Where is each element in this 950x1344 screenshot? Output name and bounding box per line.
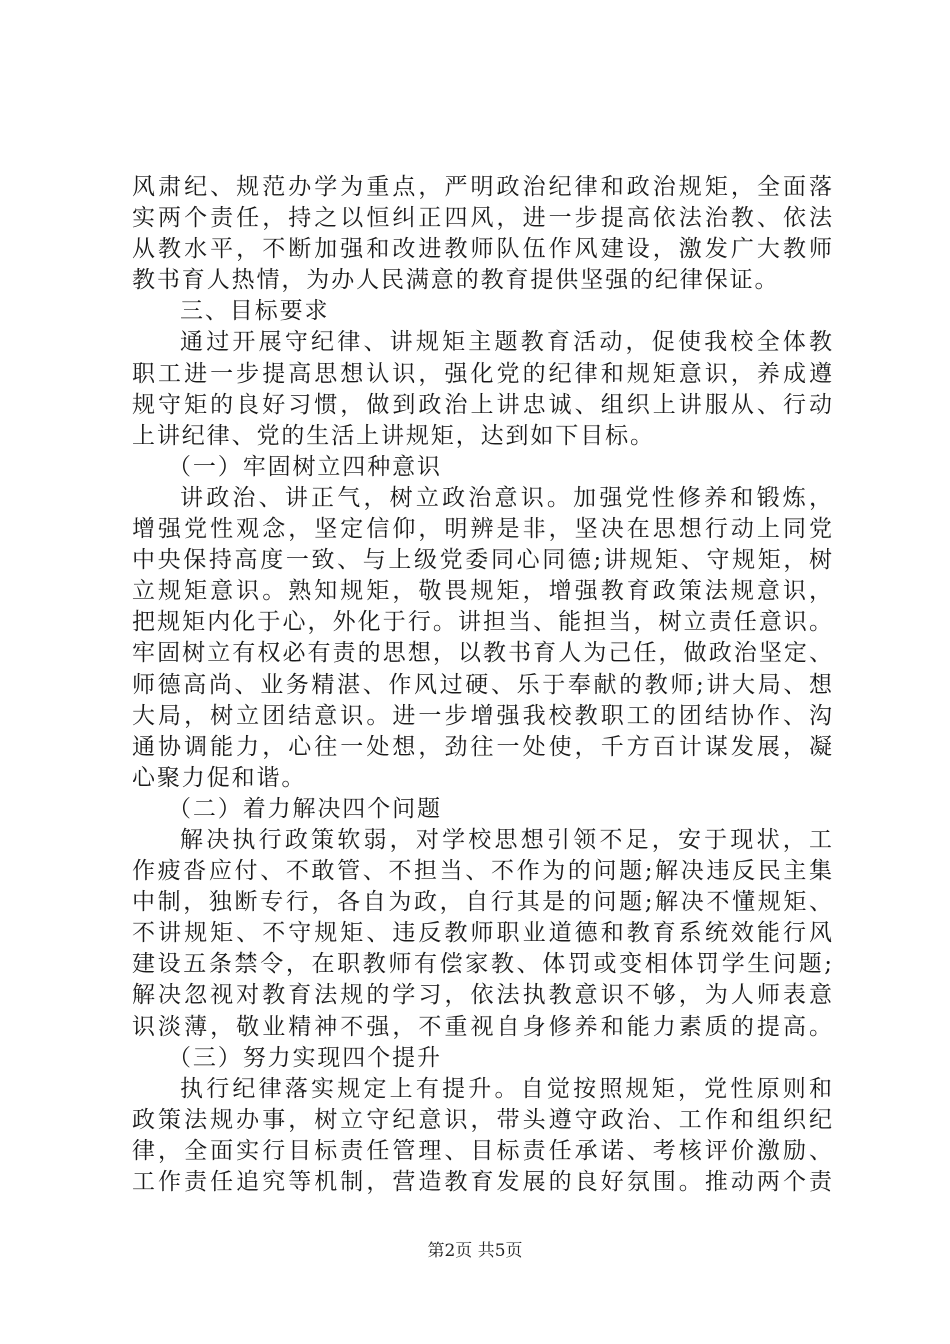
- text-line: 通过开展守纪律、讲规矩主题教育活动，促使我校全体教: [180, 329, 832, 356]
- text-line: 风肃纪、规范办学为重点，严明政治纪律和政治规矩，全面落: [132, 174, 832, 200]
- text-line: 中制，独断专行，各自为政，自行其是的问题;解决不懂规矩、: [132, 889, 832, 916]
- section-heading: 三、目标要求: [180, 298, 330, 325]
- document-body: [132, 172, 832, 1198]
- text-line: 政策法规办事，树立守纪意识，带头遵守政治、工作和组织纪: [132, 1106, 832, 1133]
- text-line: 讲政治、讲正气，树立政治意识。加强党性修养和锻炼，: [180, 484, 832, 511]
- text-line: 不讲规矩、不守规矩、违反教师职业道德和教育系统效能行风: [132, 920, 832, 947]
- subsection-heading: （二）着力解决四个问题: [168, 795, 442, 822]
- page-number-footer: 第2页 共5页: [427, 1241, 523, 1261]
- subsection-heading: （三）努力实现四个提升: [168, 1044, 442, 1071]
- text-line: 牢固树立有权必有责的思想，以教书育人为己任，做政治坚定、: [132, 640, 832, 667]
- text-line: 识淡薄，敬业精神不强，不重视自身修养和能力素质的提高。: [132, 1013, 832, 1040]
- text-line: 作疲沓应付、不敢管、不担当、不作为的问题;解决违反民主集: [132, 858, 832, 885]
- text-line: 增强党性观念，坚定信仰，明辨是非，坚决在思想行动上同党: [132, 516, 832, 543]
- text-line: 从教水平，不断加强和改进教师队伍作风建设，激发广大教师: [132, 236, 832, 263]
- text-line: 立规矩意识。熟知规矩，敬畏规矩，增强教育政策法规意识，: [132, 578, 832, 605]
- text-line: 中央保持高度一致、与上级党委同心同德;讲规矩、守规矩，树: [132, 547, 832, 574]
- text-line: 大局，树立团结意识。进一步增强我校教职工的团结协作、沟: [132, 702, 832, 729]
- text-line: 解决执行政策软弱，对学校思想引领不足，安于现状，工: [180, 826, 832, 853]
- text-line: 执行纪律落实规定上有提升。自觉按照规矩，党性原则和: [180, 1075, 832, 1102]
- text-line: 工作责任追究等机制，营造教育发展的良好氛围。推动两个责: [132, 1169, 832, 1195]
- text-line: 解决忽视对教育法规的学习，依法执教意识不够，为人师表意: [132, 982, 832, 1009]
- text-line: 师德高尚、业务精湛、作风过硬、乐于奉献的教师;讲大局、想: [132, 671, 832, 698]
- text-line: 职工进一步提高思想认识，强化党的纪律和规矩意识，养成遵: [132, 360, 832, 387]
- text-line: 实两个责任，持之以恒纠正四风，进一步提高依法治教、依法: [132, 205, 832, 232]
- text-line: 教书育人热情，为办人民满意的教育提供坚强的纪律保证。: [132, 267, 780, 294]
- text-line: 建设五条禁令，在职教师有偿家教、体罚或变相体罚学生问题;: [132, 951, 832, 978]
- text-line: 心聚力促和谐。: [132, 764, 307, 791]
- text-line: 把规矩内化于心，外化于行。讲担当、能担当，树立责任意识。: [132, 609, 832, 636]
- text-line: 通协调能力，心往一处想，劲往一处使，千方百计谋发展，凝: [132, 733, 832, 760]
- text-line: 规守矩的良好习惯，做到政治上讲忠诚、组织上讲服从、行动: [132, 391, 832, 418]
- text-line: 上讲纪律、党的生活上讲规矩，达到如下目标。: [132, 422, 655, 449]
- text-line: 律，全面实行目标责任管理、目标责任承诺、考核评价激励、: [132, 1137, 832, 1164]
- subsection-heading: （一）牢固树立四种意识: [168, 453, 442, 480]
